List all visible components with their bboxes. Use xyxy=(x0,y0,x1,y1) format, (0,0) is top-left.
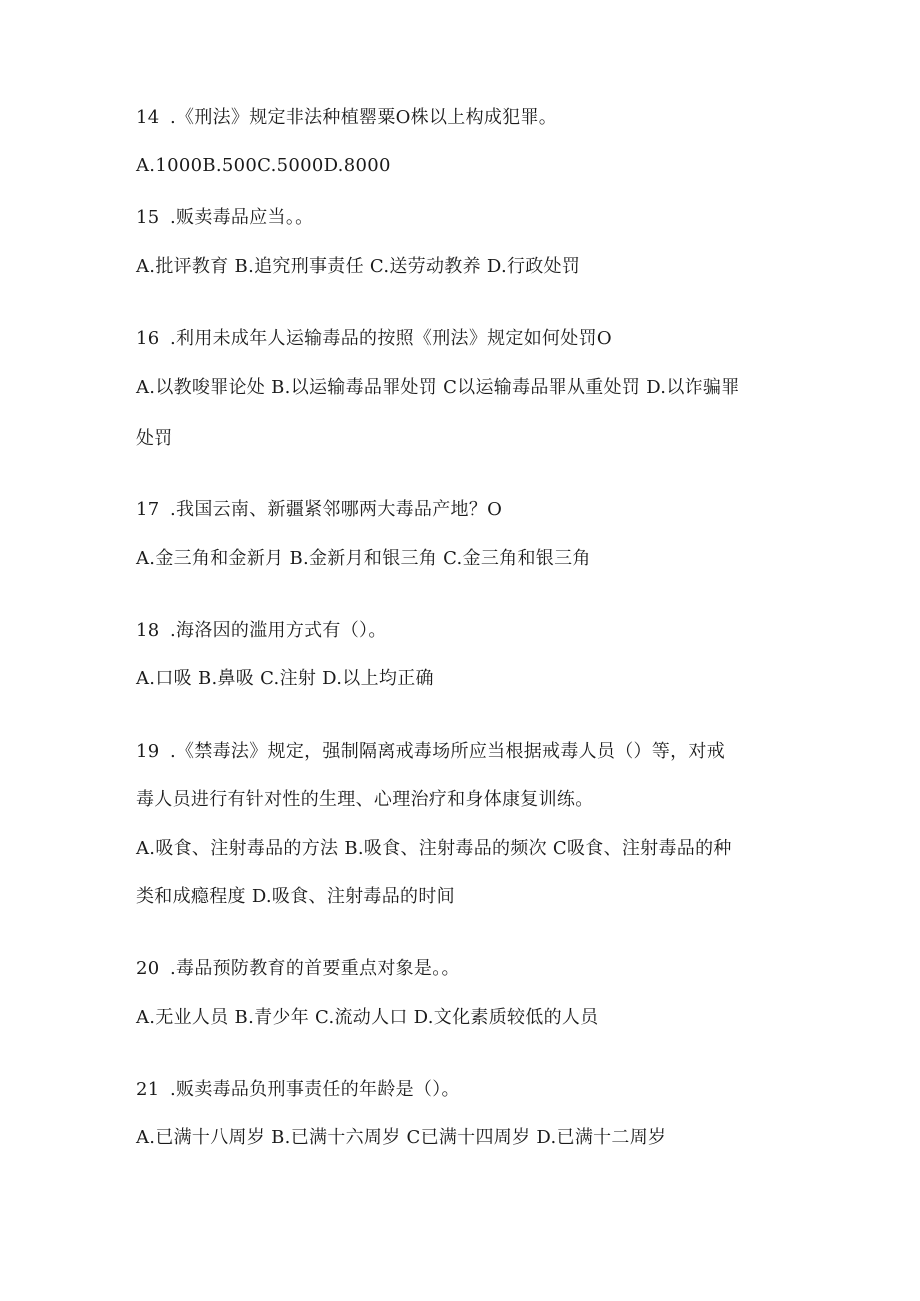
question-text: .利用未成年人运输毒品的按照《刑法》规定如何处罚O xyxy=(170,328,612,349)
question-number: 21 xyxy=(136,1079,160,1100)
question-21-options: A.已满十八周岁 B.已满十六周岁 C已满十四周岁 D.已满十二周岁 xyxy=(136,1127,667,1148)
question-21 xyxy=(136,1078,460,1102)
question-text: .贩卖毒品应当。。 xyxy=(170,207,314,228)
question-16-options: A.以教唆罪论处 B.以运输毒品罪处罚 C以运输毒品罪从重处罚 D.以诈骗罪 xyxy=(136,377,740,398)
question-text: .贩卖毒品负刑事责任的年龄是（）。 xyxy=(170,1079,460,1100)
question-17-options: A.金三角和金新月 B.金新月和银三角 C.金三角和银三角 xyxy=(136,548,591,569)
question-15 xyxy=(136,206,313,230)
question-18 xyxy=(136,619,387,643)
question-14-options: A.1000B.500C.5000D.8000 xyxy=(136,155,391,176)
question-text: .《刑法》规定非法种植罂粟O株以上构成犯罪。 xyxy=(170,107,558,128)
question-text: .海洛因的滥用方式有（）。 xyxy=(170,620,387,641)
question-16 xyxy=(136,327,612,351)
question-19 xyxy=(136,740,725,764)
question-number: 16 xyxy=(136,328,160,349)
question-number: 18 xyxy=(136,620,160,641)
question-text: .《禁毒法》规定，强制隔离戒毒场所应当根据戒毒人员（）等，对戒 xyxy=(170,741,726,762)
question-18-options: A.口吸 B.鼻吸 C.注射 D.以上均正确 xyxy=(136,668,434,689)
question-15-options: A.批评教育 B.追究刑事责任 C.送劳动教养 D.行政处罚 xyxy=(136,256,581,277)
question-19-options: A.吸食、注射毒品的方法 B.吸食、注射毒品的频次 C吸食、注射毒品的种 xyxy=(136,838,732,859)
question-text: .毒品预防教育的首要重点对象是。。 xyxy=(170,958,460,979)
question-number: 14 xyxy=(136,107,160,128)
question-19-options-cont: 类和成瘾程度 D.吸食、注射毒品的时间 xyxy=(136,886,455,907)
question-number: 15 xyxy=(136,207,160,228)
question-number: 17 xyxy=(136,499,160,520)
question-number: 20 xyxy=(136,958,160,979)
question-20-options: A.无业人员 B.青少年 C.流动人口 D.文化素质较低的人员 xyxy=(136,1007,599,1028)
question-number: 19 xyxy=(136,741,160,762)
question-19-text-cont: 毒人员进行有针对性的生理、心理治疗和身体康复训练。 xyxy=(136,789,594,810)
question-14 xyxy=(136,106,557,130)
question-20 xyxy=(136,957,460,981)
question-16-options-cont: 处罚 xyxy=(136,428,173,449)
question-17 xyxy=(136,498,502,522)
question-text: .我国云南、新疆紧邻哪两大毒品产地？O xyxy=(170,499,503,520)
